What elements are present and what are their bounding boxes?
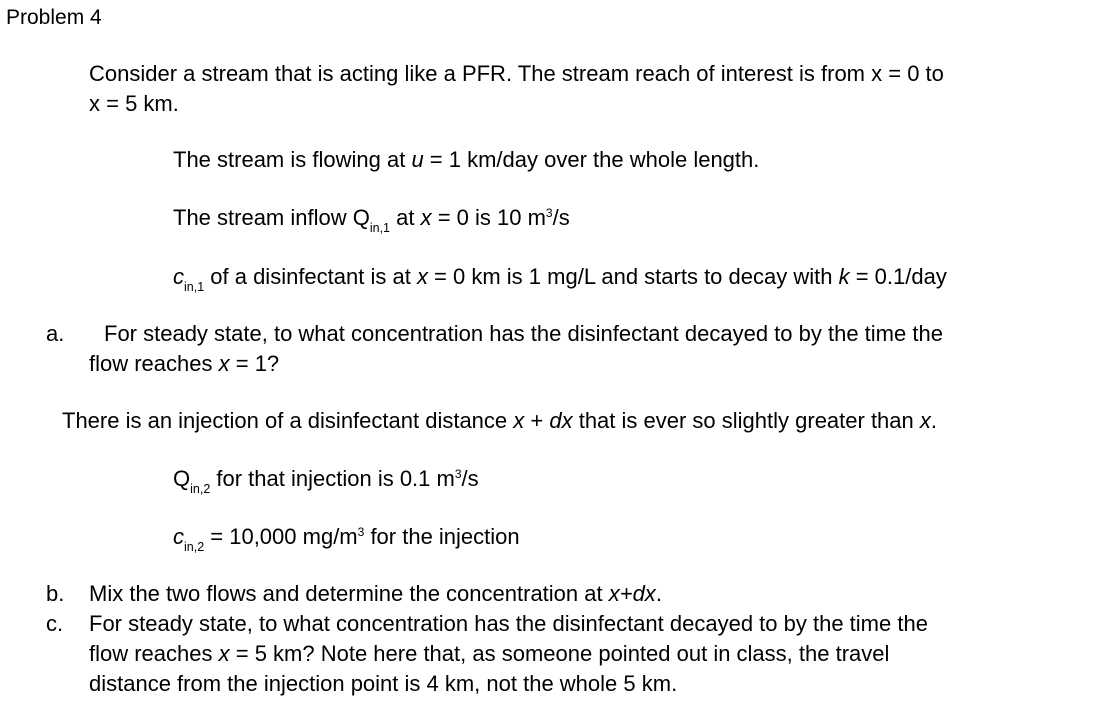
cin1-var-k: k: [838, 264, 850, 289]
cin1-mid: of a disinfectant is at: [204, 264, 417, 289]
intro-line-1: Consider a stream that is acting like a PFR. The stream reach of interest is from x = 0 to: [89, 61, 944, 86]
inflow-statement: [173, 204, 570, 235]
inflow-mid: at: [390, 205, 421, 230]
qin2-post: /s: [461, 466, 479, 491]
cin2-superscript: 3: [357, 525, 365, 539]
cin2-mid: = 10,000 mg/m: [204, 524, 358, 549]
injection-var-dx: dx: [549, 408, 573, 433]
inflow-pre: The stream inflow Q: [173, 205, 370, 230]
cin1-mid2: = 0 km is 1 mg/L and starts to decay with: [427, 264, 839, 289]
cin1-statement: [173, 263, 947, 294]
injection-post: .: [930, 408, 938, 433]
part-a-marker: a.: [46, 321, 65, 346]
cin2-statement: [173, 523, 520, 554]
injection-plus: +: [524, 408, 550, 433]
injection-var-x2: x: [919, 408, 931, 433]
part-b-text: [89, 580, 662, 608]
part-a-line-2-pre: flow reaches: [89, 351, 219, 376]
intro-line-2: x = 5 km.: [89, 91, 179, 116]
part-a-line-2-post: = 1?: [229, 351, 280, 376]
qin2-superscript: 3: [454, 467, 462, 481]
flow-post: = 1 km/day over the whole length.: [423, 147, 760, 172]
part-c-line-2: [89, 640, 889, 668]
cin1-var-x: x: [416, 264, 428, 289]
part-a-line-1: For steady state, to what concentration has the disinfectant decayed to by the time the: [104, 321, 943, 346]
part-c-var-x: x: [218, 641, 230, 666]
flow-statement: [173, 146, 759, 174]
part-c-line-1: For steady state, to what concentration has the disinfectant decayed to by the time the: [89, 611, 928, 636]
part-a-var-x: x: [218, 351, 230, 376]
part-a-line-2: [89, 350, 279, 378]
part-b-marker: b.: [46, 581, 65, 606]
inflow-val: = 0 is 10 m: [431, 205, 546, 230]
qin2-mid: for that injection is 0.1 m: [210, 466, 455, 491]
cin2-post: for the injection: [364, 524, 520, 549]
part-c-line-3: distance from the injection point is 4 km, not the whole 5 km.: [89, 671, 678, 696]
part-b-pre: Mix the two flows and determine the concentration at: [89, 581, 609, 606]
inflow-superscript: 3: [545, 206, 553, 220]
injection-statement: [62, 407, 937, 435]
part-b-post: .: [655, 581, 662, 606]
cin1-subscript: in,1: [184, 280, 205, 294]
injection-mid: that is ever so slightly greater than: [572, 408, 920, 433]
flow-pre: The stream is flowing at: [173, 147, 412, 172]
flow-var-u: u: [411, 147, 424, 172]
qin2-pre: Q: [173, 466, 191, 491]
cin1-var-c: c: [173, 264, 184, 289]
qin2-statement: [173, 465, 479, 496]
injection-var-x: x: [513, 408, 525, 433]
inflow-subscript: in,1: [369, 221, 390, 235]
part-c-marker: c.: [46, 611, 64, 636]
qin2-subscript: in,2: [190, 482, 211, 496]
cin2-var-c: c: [173, 524, 184, 549]
inflow-var-x: x: [420, 205, 432, 230]
part-c-line-2-pre: flow reaches: [89, 641, 219, 666]
cin2-subscript: in,2: [184, 540, 205, 554]
problem-title: Problem 4: [6, 6, 102, 29]
part-c-line-2-post: = 5 km? Note here that, as someone pointed out in class, the travel: [229, 641, 890, 666]
inflow-post: /s: [552, 205, 570, 230]
injection-pre: There is an injection of a disinfectant distance: [62, 408, 514, 433]
cin1-post: = 0.1/day: [849, 264, 947, 289]
part-b-var: x+dx: [608, 581, 656, 606]
